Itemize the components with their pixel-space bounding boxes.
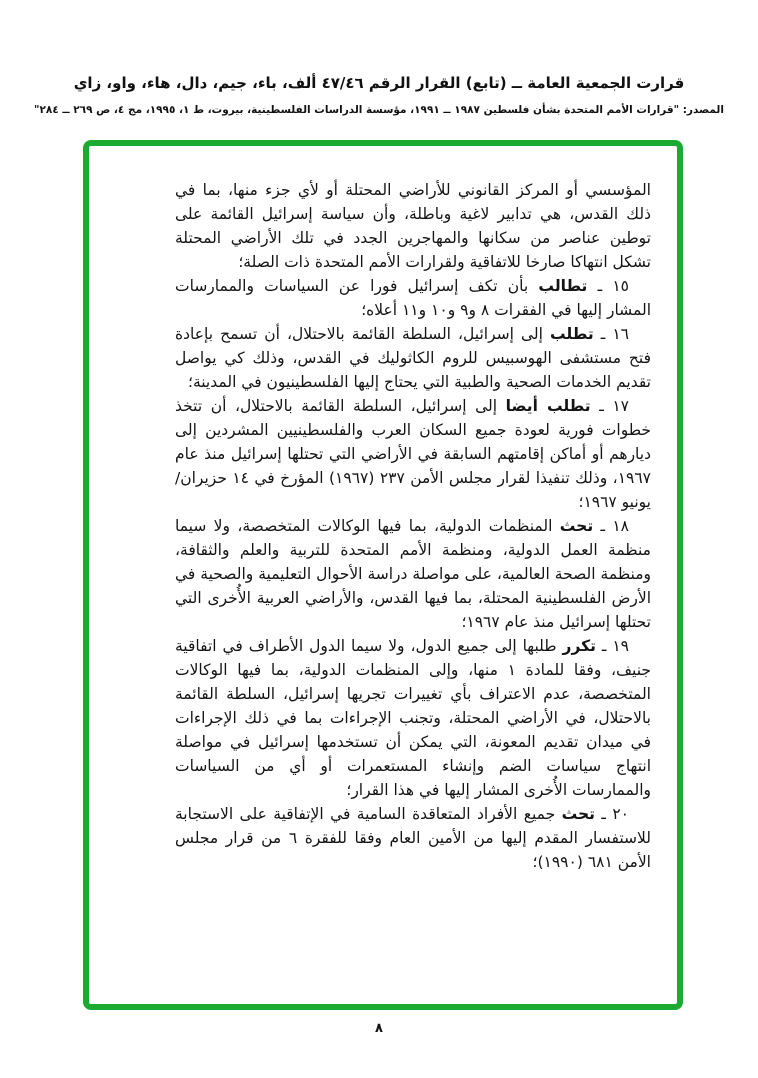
paragraph-number: ١٧ ـ [590,397,629,415]
content-border-frame [83,140,683,1010]
paragraph-number: ١٦ ـ [593,325,629,343]
paragraph-lead-verb: تطلب [550,325,594,343]
document-title: قرارت الجمعية العامة ــ (تابع) القرار الرقم ٤٧/٤٦ ألف، باء، جيم، دال، هاء، واو، زاي [73,74,685,92]
paragraph: ٢٠ ـ تحث جميع الأفراد المتعاقدة السامية في الإتفاقية على الاستجابة للاستفسار المقدم إليها من الأمين العام وفقا للفقرة ٦ من قرار مجلس الأمن ٦٨١ (١٩٩٠)؛ [175,805,651,871]
paragraph-lead-verb: تطلب أيضا [505,397,591,415]
source-citation: المصدر: "قرارات الأمم المتحدة بشأن فلسطين ١٩٨٧ ــ ١٩٩١، مؤسسة الدراسات الفلسطينية، بيروت، ط ١، ١٩٩٥، مج ٤، ص ٢٦٩ ــ ٢٨٤" [34,104,724,116]
paragraph: ١٧ ـ تطلب أيضا إلى إسرائيل، السلطة القائمة بالاحتلال، أن تتخذ خطوات فورية لعودة جميع السكان العرب والفلسطينيين المشردين إلى ديارهم أو أماكن إقامتهم السابقة في الأراضي التي تحتلها إسرائيل منذ عام ١٩٦٧، وذلك تنفيذا لقرار مجلس الأمن ٢٣٧ (١٩٦٧) المؤرخ في ١٤ حزيران/يونيو ١٩٦٧؛ [175,397,651,511]
paragraph-number: ١٥ ـ [587,277,629,295]
paragraph: ١٦ ـ تطلب إلى إسرائيل، السلطة القائمة بالاحتلال، أن تسمح بإعادة فتح مستشفى الهوسبيس للروم الكاثوليك في القدس، وذلك كي يواصل تقديم الخدمات الصحية والطبية التي يحتاج إليها الفلسطينيون في المدينة؛ [175,325,651,391]
paragraph-number: ١٨ ـ [593,517,629,535]
paragraph: ١٨ ـ تحث المنظمات الدولية، بما فيها الوكالات المتخصصة، ولا سيما منظمة العمل الدولية، ومنظمة الأمم المتحدة للتربية والعلم والثقافة، ومنظمة الصحة العالمية، على مواصلة دراسة الأحوال التعليمية والصحية في الأرض الفلسطينية المحتلة، بما فيها القدس، والأراضي العربية الأُخرى التي تحتلها إسرائيل منذ عام ١٩٦٧؛ [175,517,651,631]
paragraph: ١٥ ـ تطالب بأن تكف إسرائيل فورا عن السياسات والممارسات المشار إليها في الفقرات ٨ و٩ و١٠ و١١ أعلاه؛ [175,277,651,319]
resolution-text-block [175,178,651,874]
paragraph-lead-verb: تحث [561,805,595,823]
paragraph-lead-verb: تكرر [562,637,596,655]
paragraph-lead-verb: تطالب [538,277,588,295]
paragraph: ١٩ ـ تكرر طلبها إلى جميع الدول، ولا سيما الدول الأطراف في اتفاقية جنيف، وفقا للمادة ١ منها، وإلى المنظمات الدولية، بما فيها الوكالات المتخصصة، عدم الاعتراف بأي تغييرات تجريها إسرائيل، السلطة القائمة بالاحتلال، في الأراضي المحتلة، وتجنب الإجراءات بما في ذلك الإجراءات في ميدان تقديم المعونة، التي يمكن أن تستخدمها إسرائيل في مواصلة انتهاج سياسات الضم وإنشاء المستعمرات أو أي من السياسات والممارسات الأُخرى المشار إليها في هذا القرار؛ [175,637,651,799]
paragraph-lead-verb: تحث [559,517,594,535]
paragraph-number: ١٩ ـ [595,637,629,655]
paragraph: المؤسسي أو المركز القانوني للأراضي المحتلة أو لأي جزء منها، بما في ذلك القدس، هي تدابير لاغية وباطلة، وأن سياسة إسرائيل القائمة على توطين عناصر من سكانها والمهاجرين الجدد في تلك الأراضي المحتلة تشكل انتهاكا صارخا للاتفاقية ولقرارات الأمم المتحدة ذات الصلة؛ [175,181,651,271]
paragraph-number: ٢٠ ـ [595,805,629,823]
page-number: ٨ [375,1021,383,1036]
